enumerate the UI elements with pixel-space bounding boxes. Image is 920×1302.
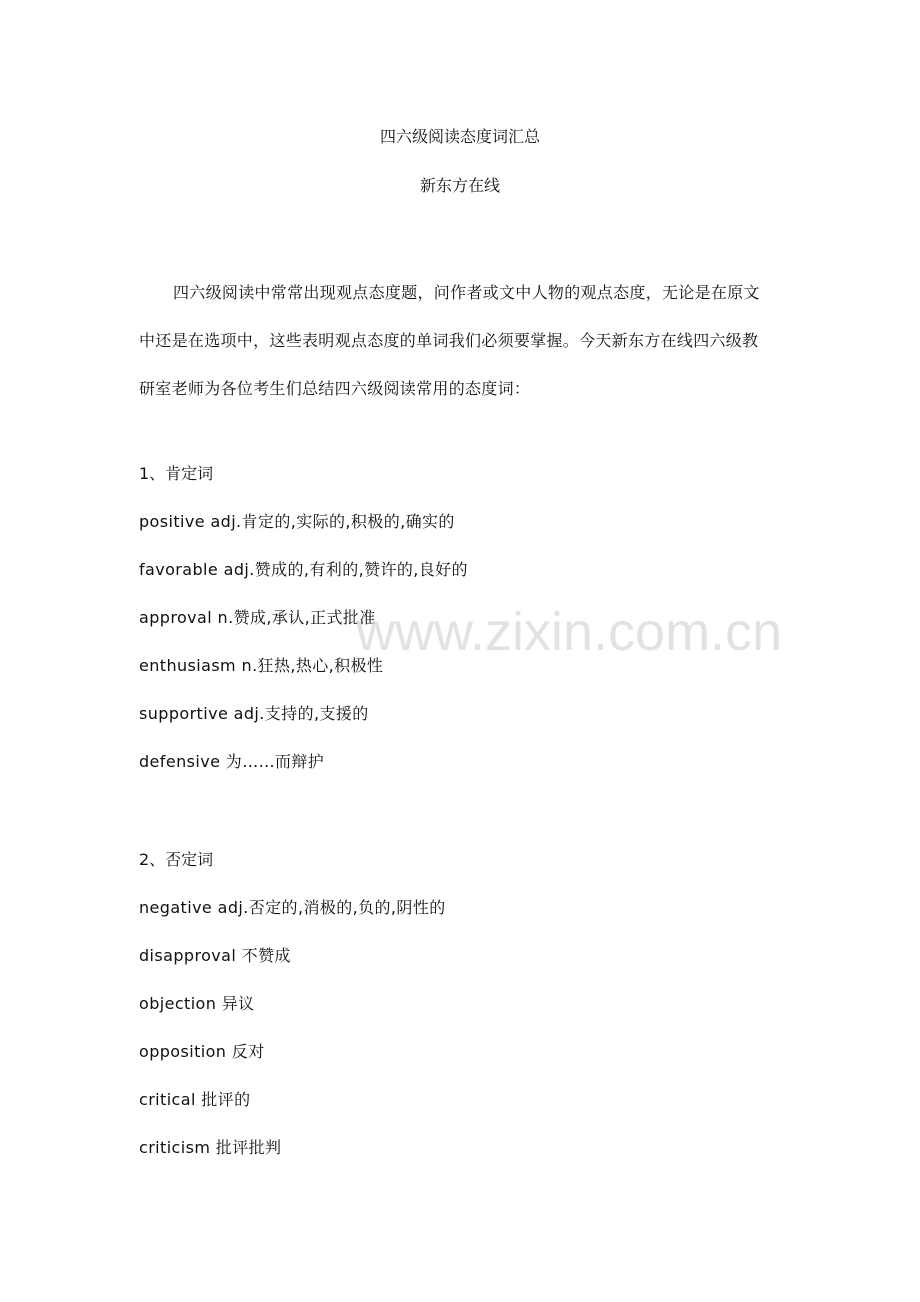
term-item: favorable adj.赞成的,有利的,赞许的,良好的 (139, 560, 468, 579)
watermark: www.zixin.com.cn (356, 602, 783, 662)
term-item: defensive 为……而辩护 (139, 752, 325, 771)
section-heading-positive: 1、肯定词 (139, 464, 214, 483)
term-item: objection 异议 (139, 994, 255, 1013)
term-item: disapproval 不赞成 (139, 946, 291, 965)
term-item: positive adj.肯定的,实际的,积极的,确实的 (139, 512, 455, 531)
positive-term-list (139, 511, 468, 799)
section-heading-negative: 2、否定词 (139, 850, 214, 869)
intro-paragraph: 四六级阅读中常常出现观点态度题，问作者或文中人物的观点态度，无论是在原文中还是在选项中，这些表明观点态度的单词我们必须要掌握。今天新东方在线四六级教研室老师为各位考生们总结四六级阅读常用的态度词： (139, 283, 760, 398)
term-item: enthusiasm n.狂热,热心,积极性 (139, 656, 384, 675)
term-item: opposition 反对 (139, 1042, 265, 1061)
term-item: critical 批评的 (139, 1090, 251, 1109)
document-subtitle: 新东方在线 (419, 176, 500, 195)
term-item: criticism 批评批判 (139, 1138, 282, 1157)
term-item: approval n.赞成,承认,正式批准 (139, 608, 376, 627)
term-item: negative adj.否定的,消极的,负的,阴性的 (139, 898, 446, 917)
document-title: 四六级阅读态度词汇总 (379, 127, 540, 146)
term-item: supportive adj.支持的,支援的 (139, 704, 369, 723)
negative-term-list (139, 897, 446, 1185)
